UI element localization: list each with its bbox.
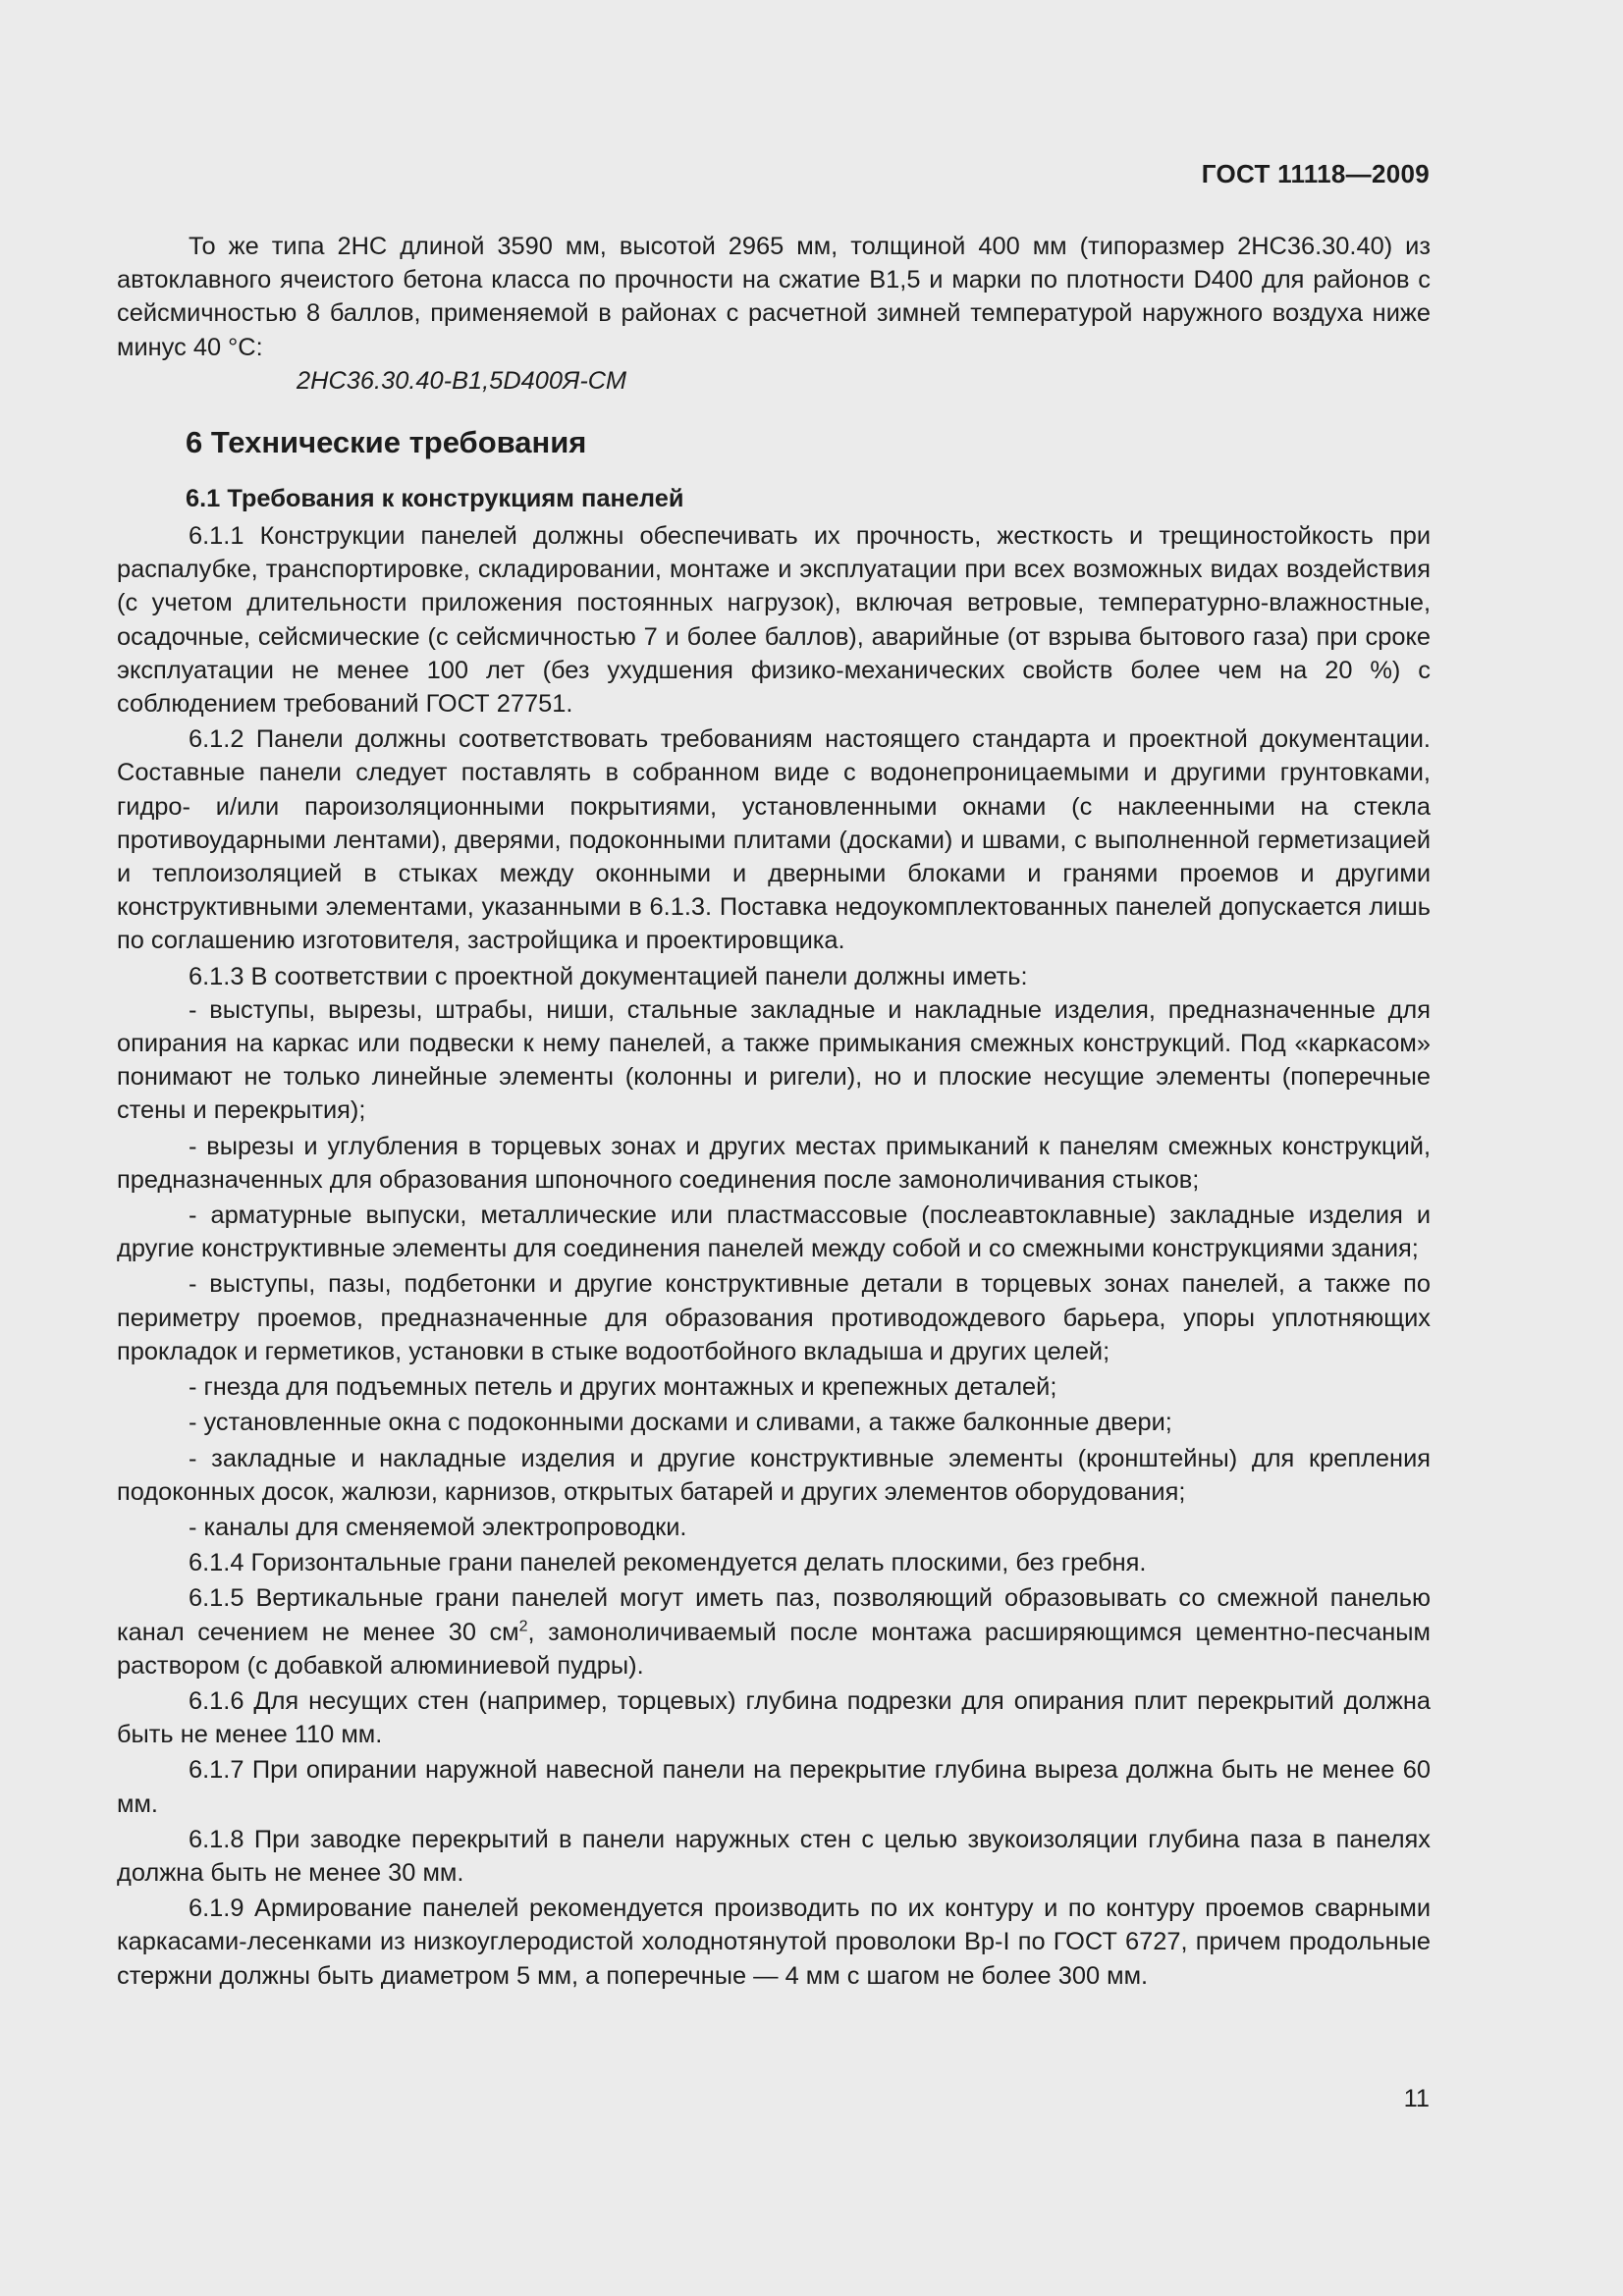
list-item: - арматурные выпуски, металлические или пластмассовые (послеавтоклавные) закладные изделия и другие конструктивные элементы для соединения панелей между собой и со смежными конструкциями здания;: [117, 1201, 1431, 1263]
clause-6-1-2: 6.1.2 Панели должны соответствовать требованиям настоящего стандарта и проектной документации. Составные панели следует поставлять в собранном виде с водонепроницаемыми и другими грунтовками, гидро- и/или пароизоляционными покрытиями, установленными окнами (с наклеенными на стекла противоударными лентами), дверями, подоконными плитами (досками) и швами, с выполненной герметизацией и теплоизоляцией в стыках между оконными и дверными блоками и гранями проемов и другими конструктивными элементами, указанными в 6.1.3. Поставка недоукомплектованных панелей допускается лишь по соглашению изготовителя, застройщика и проектировщика.: [117, 725, 1431, 955]
list-item: - выступы, вырезы, штрабы, ниши, стальные закладные и накладные изделия, предназначенные для опирания на каркас или подвески к нему панелей, а также примыкания смежных конструкций. Под «каркасом» понимают не только линейные элементы (колонны и ригели), но и плоские несущие элементы (поперечные стены и перекрытия);: [117, 995, 1431, 1125]
clause-6-1-7: 6.1.7 При опирании наружной навесной панели на перекрытие глубина выреза должна быть не менее 60 мм.: [117, 1756, 1431, 1818]
list-item: - установленные окна с подоконными досками и сливами, а также балконные двери;: [189, 1409, 1172, 1437]
clause-6-1-8: 6.1.8 При заводке перекрытий в панели наружных стен с целью звукоизоляции глубина паза в панелях должна быть не менее 30 мм.: [117, 1825, 1431, 1887]
intro-paragraph: То же типа 2НС длиной 3590 мм, высотой 2965 мм, толщиной 400 мм (типоразмер 2НС36.30.40) из автоклавного ячеистого бетона класса по прочности на сжатие В1,5 и марки по плотности D400 для районов с сейсмичностью 8 баллов, применяемой в районах с расчетной зимней температурой наружного воздуха ниже минус 40 °С:: [117, 233, 1431, 361]
list-item: - вырезы и углубления в торцевых зонах и других местах примыканий к панелям смежных конструкций, предназначенных для образования шпоночного соединения после замоноличивания стыков;: [117, 1132, 1431, 1194]
standard-header: ГОСТ 11118—2009: [1201, 159, 1430, 188]
list-item: - гнезда для подъемных петель и других монтажных и крепежных деталей;: [189, 1373, 1057, 1402]
subsection-title: 6.1 Требования к конструкциям панелей: [186, 485, 684, 513]
section-title: 6 Технические требования: [186, 425, 587, 460]
list-item: - закладные и накладные изделия и другие конструктивные элементы (кронштейны) для крепления подоконных досок, жалюзи, карнизов, открытых батарей и других элементов оборудования;: [117, 1444, 1431, 1506]
superscript: 2: [518, 1618, 528, 1635]
clause-6-1-5-text-cont: , замоноличиваемый после монтажа расширяющимся цементно-песчаным раствором (с добавкой алюминиевой пудры).: [117, 1618, 1431, 1680]
clause-6-1-5-text: 6.1.5 Вертикальные грани панелей могут иметь паз, позволяющий образовывать со смежной панелью канал сечением не менее 30 см: [117, 1584, 1431, 1646]
clause-6-1-1: 6.1.1 Конструкции панелей должны обеспечивать их прочность, жесткость и трещиностойкость при распалубке, транспортировке, складировании, монтаже и эксплуатации при всех возможных видах воздействия (с учетом длительности приложения постоянных нагрузок), включая ветровые, температурно-влажностные, осадочные, сейсмические (с сейсмичностью 7 и более баллов), аварийные (от взрыва бытового газа) при сроке эксплуатации не менее 100 лет (без ухудшения физико-механических свойств более чем на 20 %) с соблюдением требований ГОСТ 27751.: [117, 522, 1431, 719]
list-item: - выступы, пазы, подбетонки и другие конструктивные детали в торцевых зонах панелей, а также по периметру проемов, предназначенные для образования противодождевого барьера, упоры уплотняющих прокладок и герметиков, установки в стыке водоотбойного вкладыша и других целей;: [117, 1270, 1431, 1365]
clause-6-1-9: 6.1.9 Армирование панелей рекомендуется производить по их контуру и по контуру проемов сварными каркасами-лесенками из низкоуглеродистой холоднотянутой проволоки Вр-I по ГОСТ 6727, причем продольные стержни должны быть диаметром 5 мм, а поперечные — 4 мм с шагом не более 300 мм.: [117, 1895, 1431, 1990]
clause-6-1-4: 6.1.4 Горизонтальные грани панелей рекомендуется делать плоскими, без гребня.: [189, 1549, 1147, 1577]
clause-6-1-6: 6.1.6 Для несущих стен (например, торцевых) глубина подрезки для опирания плит перекрытий должна быть не менее 110 мм.: [117, 1686, 1431, 1749]
designation-formula: 2НС36.30.40-В1,5D400Я-СМ: [297, 366, 626, 395]
clause-6-1-3: 6.1.3 В соответствии с проектной документацией панели должны иметь:: [189, 962, 1028, 990]
document-body: [117, 230, 1431, 1993]
page-number: 11: [1403, 2085, 1430, 2112]
clause-6-1-5: [117, 1581, 1431, 1682]
list-item: - каналы для сменяемой электропроводки.: [189, 1513, 687, 1541]
